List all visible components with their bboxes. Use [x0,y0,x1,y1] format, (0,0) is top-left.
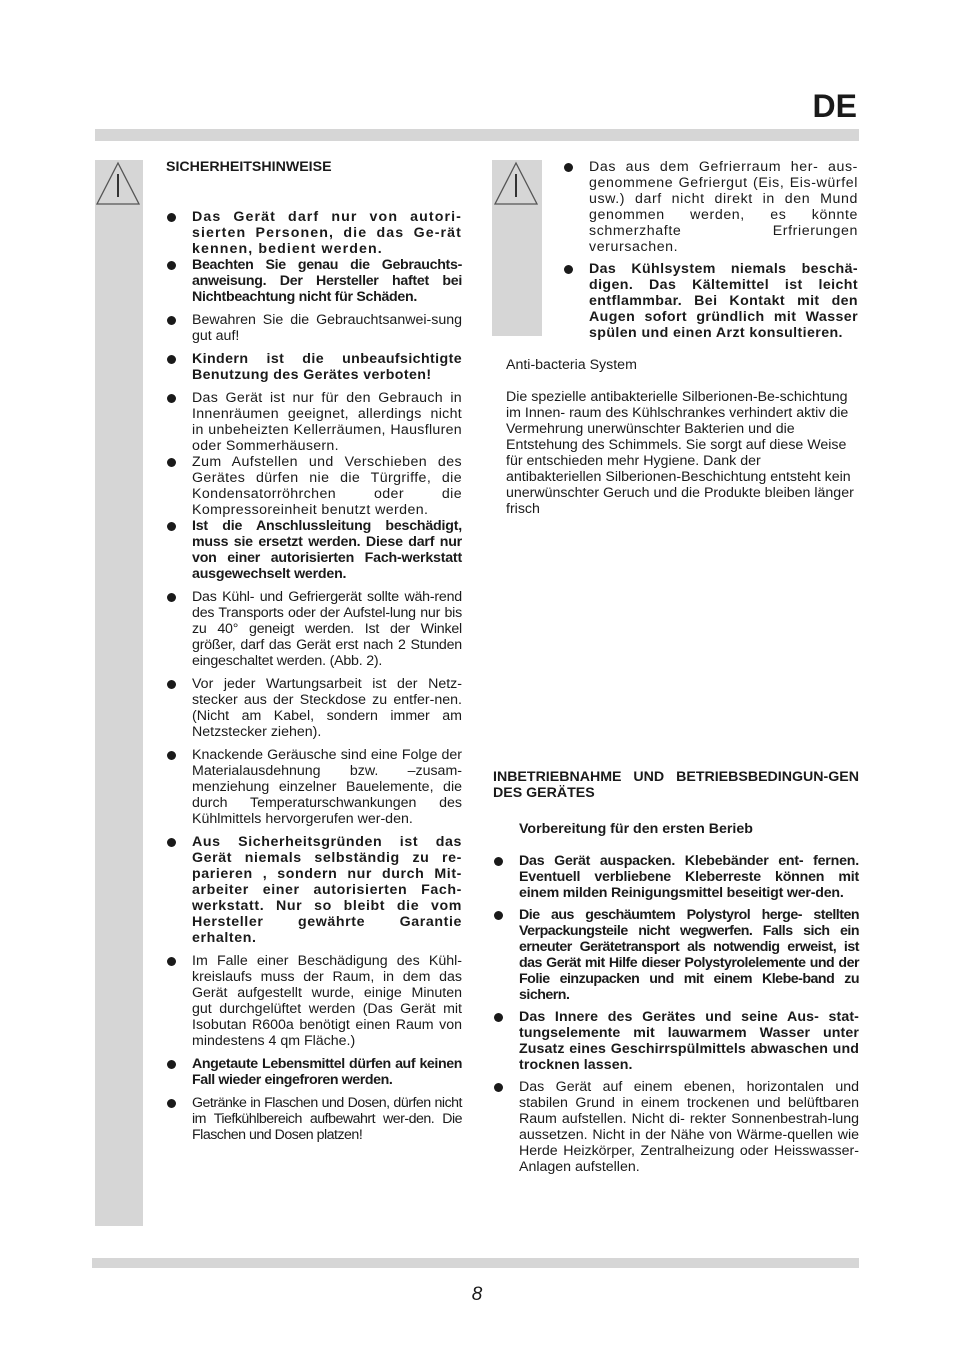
list-item: Im Falle einer Beschädigung des Kühl-kreislaufs muss der Raum, in dem das Gerät aufgestellt wurde, einige Minuten gut durchgelüftet werden (Das Gerät mit Isobutan R600a benötigt einen Raum von mindestens 4 qm Fläche.) [166,953,462,1049]
list-item: Das Gerät darf nur von autori-sierten Personen, die das Ge-rät kennen, bedient werden. [166,209,462,257]
header-bar [95,129,859,141]
list-item: Getränke in Flaschen und Dosen, dürfen nicht im Tiefkühlbereich aufbewahrt wer-den. Die Flaschen und Dosen platzen! [166,1095,462,1143]
list-item: Das Kühl- und Gefriergerät sollte wäh-rend des Transports oder der Aufstel-lung nur bis zu 40° geneigt werden. Ist der Winkel größer, darf das Gerät erst nach 2 Stunden eingeschaltet werden. (Abb. 2). [166,589,462,669]
warning-triangle-icon [493,161,539,207]
list-item: Das Gerät ist nur für den Gebrauch in Innenräumen geeignet, allerdings nicht in unbeheizten Kellerräumen, Hausfluren oder Sommerhäusern. [166,390,462,454]
list-item: Das Gerät auf einem ebenen, horizontalen und stabilen Grund in einem trockenen und belüftbaren Raum aufstellen. Nicht di- rekter Sonnenbestrah-lung aussetzen. Nicht in der Nähe von Wärme-quellen wie Herde Heizkörper, Zentralheizung oder Heisswasser- Anlagen aufstellen. [493,1079,859,1175]
footer-bar [92,1258,859,1268]
antibacteria-section [506,357,856,517]
list-item: Beachten Sie genau die Gebrauchts-anweisung. Der Hersteller haftet bei Nichtbeachtung nicht für Schäden. [166,257,462,305]
list-item: Zum Aufstellen und Verschieben des Gerätes dürfen nie die Türgriffe, die Kondensatorröhrchen oder die Kompressoreinheit benutzt werden. [166,454,462,518]
list-item: Die aus geschäumtem Polystyrol herge- stellten Verpackungsteile nicht wegwerfen. Falls sich ein erneuter Gerätetransport als notwendig erweist, ist das Gerät mit Hilfe dieser Polystyrolelemente und der Folie einzupacken und mit einem Klebe-band zu sichern. [493,907,859,1003]
list-item: Aus Sicherheitsgründen ist das Gerät niemals selbständig zu re-parieren , sondern nur durch Mit-arbeiter einer autorisierten Fach-werkstatt. Nur so bleibt die vom Hersteller gewährte Garantie erhalten. [166,834,462,946]
page-number: 8 [471,1284,483,1305]
language-code: DE [812,88,857,124]
antibacteria-title: Anti-bacteria System [506,357,637,373]
warning-list [563,159,858,341]
warning-triangle-icon [95,161,141,207]
list-item: Knackende Geräusche sind eine Folge der Materialausdehnung bzw. –zusam-menziehung einzelner Bauelemente, die durch Temperaturschwankungen des Kühlmittels hervorgerufen wer-den. [166,747,462,827]
safety-section [166,159,462,1143]
antibacteria-text: Die spezielle antibakterielle Silberionen-Be-schichtung im Innen- raum des Kühlschrankes verhindert aktiv die Vermehrung unerwünschter Bakterien und die Entstehung des Schimmels. Sie sorgt auf diese Weise für entschieden mehr Hygiene. Dank der antibakteriellen Silberionen-Beschichtung entsteht kein unerwünschter Geruch und die Produkte bleiben länger frisch [506,389,854,517]
list-item: Das aus dem Gefrierraum her- aus-genommene Gefriergut (Eis, Eis-würfel usw.) darf nicht direkt in den Mund genommen werden, es könnte schmerzhafte Erfrierungen verursachen. [563,159,858,255]
section-title: INBETRIEBNAHME UND BETRIEBSBEDINGUN-GEN DES GERÄTES [493,769,859,801]
setup-section [493,769,859,1175]
right-warning-section [563,159,858,341]
list-item: Kindern ist die unbeaufsichtigte Benutzung des Gerätes verboten! [166,351,462,383]
safety-list [166,209,462,1143]
list-item: Vor jeder Wartungsarbeit ist der Netz-stecker aus der Steckdose zu entfer-nen. (Nicht am Kabel, sondern immer am Netzstecker ziehen). [166,676,462,740]
list-item: Ist die Anschlussleitung beschädigt, muss sie ersetzt werden. Diese darf nur von einer autorisierten Fach-werkstatt ausgewechselt werden. [166,518,462,582]
section-title: SICHERHEITSHINWEISE [166,159,332,175]
list-item: Das Gerät auspacken. Klebebänder ent- fernen. Eventuell verbliebene Kleberreste können mit einem milden Reinigungsmittel beseitigt wer-den. [493,853,859,901]
list-item: Das Kühlsystem niemals beschä-digen. Das Kältemittel ist leicht entflammbar. Bei Kontakt mit den Augen sofort gründlich mit Wasser spülen und einen Arzt konsultieren. [563,261,858,341]
section-subtitle: Vorbereitung für den ersten Berieb [519,821,753,837]
list-item: Das Innere des Gerätes und seine Aus- stat-tungselemente mit lauwarmem Wasser unter Zusatz eines Geschirrspülmittels abwaschen und trocknen lassen. [493,1009,859,1073]
left-warning-strip [95,160,143,1226]
list-item: Angetaute Lebensmittel dürfen auf keinen Fall wieder eingefroren werden. [166,1056,462,1088]
setup-list [493,853,859,1175]
list-item: Bewahren Sie die Gebrauchtsanwei-sung gut auf! [166,312,462,344]
